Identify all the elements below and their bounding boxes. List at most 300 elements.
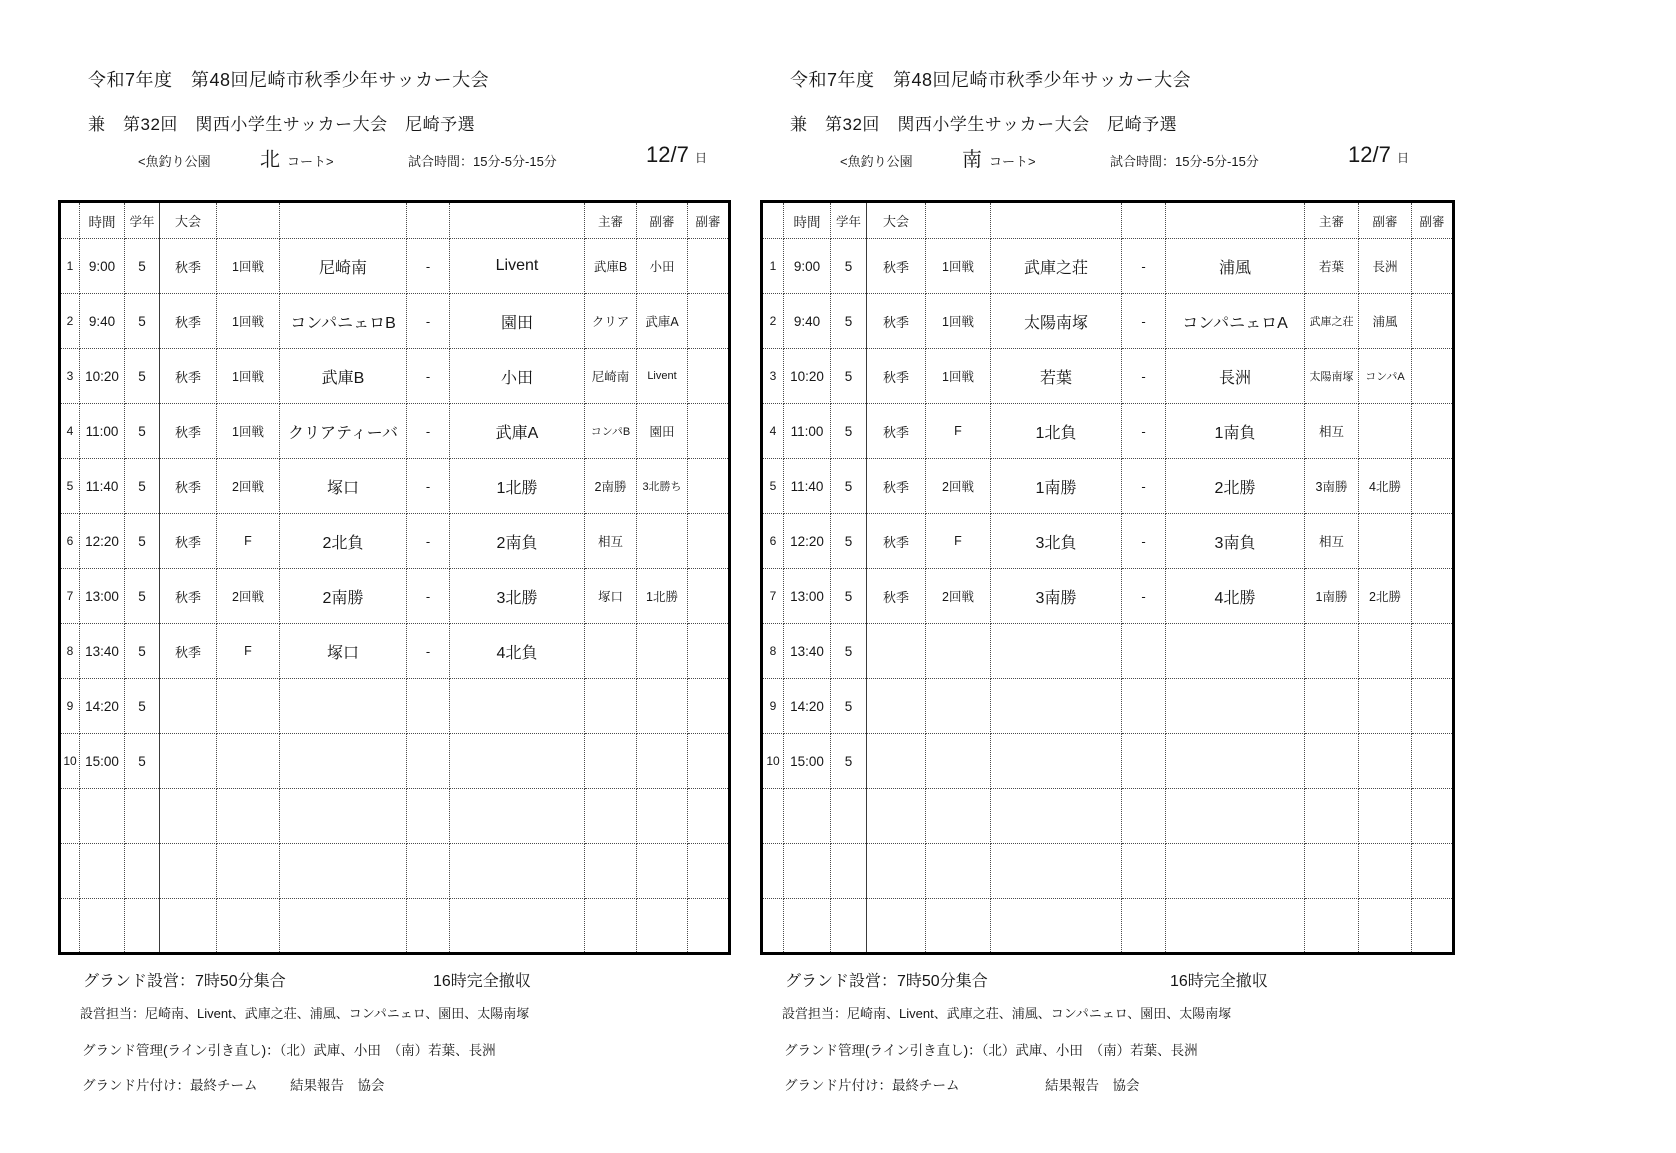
- match-row: [60, 514, 730, 569]
- setup-staff-note: 設営担当：尼崎南、Livent、武庫之荘、浦風、コンパニェロ、園田、太陽南塚: [80, 1006, 530, 1021]
- result-report-note: 結果報告 協会: [290, 1078, 385, 1093]
- main-referee-cell: 相互: [1305, 404, 1359, 459]
- away-team-cell: [1166, 789, 1305, 844]
- grade-cell: 5: [831, 624, 867, 679]
- home-team-cell: 1南勝: [991, 459, 1122, 514]
- home-team-cell: 尼崎南: [280, 239, 407, 294]
- main-referee-cell: 1南勝: [1305, 569, 1359, 624]
- court-label: コート>: [287, 154, 334, 169]
- competition-cell: [867, 679, 926, 734]
- kickoff-time-cell: 9:40: [784, 294, 831, 349]
- main-referee-cell: [1305, 734, 1359, 789]
- away-team-cell: 3北勝: [450, 569, 585, 624]
- versus-dash-cell: [407, 789, 450, 844]
- main-referee-cell: [1305, 844, 1359, 899]
- versus-dash-cell: -: [1122, 349, 1166, 404]
- away-team-cell: [450, 844, 585, 899]
- round-cell: [926, 844, 991, 899]
- away-team-header: [1166, 202, 1305, 239]
- match-schedule-table-north: [58, 200, 731, 955]
- assistant-referee-1-cell: [637, 679, 688, 734]
- grade-header: 学年: [125, 202, 160, 239]
- round-cell: [217, 789, 280, 844]
- away-team-cell: コンパニェロA: [1166, 294, 1305, 349]
- assistant-referee-1-cell: 長洲: [1359, 239, 1412, 294]
- row-number-cell: 4: [762, 404, 784, 459]
- grade-cell: [125, 899, 160, 954]
- cleanup-note: グランド片付け：最終チーム: [784, 1078, 960, 1093]
- round-cell: [217, 844, 280, 899]
- competition-cell: 秋季: [160, 569, 217, 624]
- assistant-referee-1-cell: [637, 734, 688, 789]
- tournament-subtitle: 兼 第32回 関西小学生サッカー大会 尼崎予選: [88, 115, 476, 134]
- main-referee-cell: 武庫之荘: [1305, 294, 1359, 349]
- home-team-cell: 塚口: [280, 624, 407, 679]
- versus-dash-cell: -: [407, 459, 450, 514]
- match-row: [762, 624, 1454, 679]
- kickoff-time-cell: 10:20: [80, 349, 125, 404]
- competition-cell: [867, 899, 926, 954]
- court-sheet-south: [760, 0, 1452, 1153]
- home-team-cell: 太陽南塚: [991, 294, 1122, 349]
- assistant-referee-1-cell: [1359, 404, 1412, 459]
- time-header: 時間: [784, 202, 831, 239]
- assistant-referee2-header: 副審: [688, 202, 730, 239]
- home-team-cell: 2北負: [280, 514, 407, 569]
- home-team-cell: 1北負: [991, 404, 1122, 459]
- kickoff-time-cell: 13:00: [80, 569, 125, 624]
- ground-management-note: グランド管理(ライン引き直し)：（北）武庫、小田 （南）若葉、長洲: [784, 1043, 1198, 1058]
- row-number-header: [762, 202, 784, 239]
- kickoff-time-cell: [784, 789, 831, 844]
- assistant-referee-2-cell: [1412, 789, 1454, 844]
- competition-cell: 秋季: [867, 514, 926, 569]
- venue-name: <魚釣り公園: [840, 154, 913, 169]
- assistant-referee-1-cell: [1359, 789, 1412, 844]
- match-row: [762, 404, 1454, 459]
- assistant-referee-1-cell: コンパA: [1359, 349, 1412, 404]
- assistant-referee-1-cell: 小田: [637, 239, 688, 294]
- versus-header: [407, 202, 450, 239]
- row-number-cell: [762, 844, 784, 899]
- kickoff-time-cell: 11:40: [80, 459, 125, 514]
- match-date: [1348, 142, 1409, 168]
- match-row: [60, 459, 730, 514]
- kickoff-time-cell: [784, 844, 831, 899]
- round-cell: 1回戦: [217, 239, 280, 294]
- assistant-referee-2-cell: [688, 899, 730, 954]
- versus-dash-cell: -: [407, 349, 450, 404]
- grade-cell: 5: [125, 404, 160, 459]
- row-number-cell: [60, 899, 80, 954]
- versus-dash-cell: -: [407, 404, 450, 459]
- match-row: [762, 569, 1454, 624]
- kickoff-time-cell: 14:20: [784, 679, 831, 734]
- round-cell: F: [926, 404, 991, 459]
- main-referee-cell: [585, 679, 637, 734]
- grade-cell: 5: [831, 349, 867, 404]
- row-number-cell: 2: [762, 294, 784, 349]
- match-row: [60, 569, 730, 624]
- home-team-cell: クリアティーバ: [280, 404, 407, 459]
- round-cell: 1回戦: [926, 349, 991, 404]
- home-team-cell: [991, 789, 1122, 844]
- assistant-referee-1-cell: [1359, 679, 1412, 734]
- assistant-referee-1-cell: 武庫A: [637, 294, 688, 349]
- assistant-referee-2-cell: [688, 679, 730, 734]
- match-row: [60, 679, 730, 734]
- round-cell: 1回戦: [926, 294, 991, 349]
- main-referee-cell: 2南勝: [585, 459, 637, 514]
- blank-row: [762, 789, 1454, 844]
- main-referee-cell: [585, 789, 637, 844]
- assistant-referee-1-cell: [637, 624, 688, 679]
- kickoff-time-cell: [80, 899, 125, 954]
- grade-cell: 5: [125, 734, 160, 789]
- match-row: [762, 679, 1454, 734]
- home-team-cell: [280, 679, 407, 734]
- away-team-cell: 4北負: [450, 624, 585, 679]
- round-cell: F: [217, 624, 280, 679]
- competition-cell: 秋季: [160, 624, 217, 679]
- round-cell: 2回戦: [217, 569, 280, 624]
- away-team-cell: [1166, 899, 1305, 954]
- competition-cell: 秋季: [160, 404, 217, 459]
- assistant-referee-1-cell: [1359, 899, 1412, 954]
- kickoff-time-cell: 15:00: [784, 734, 831, 789]
- court-name: 南: [962, 149, 982, 171]
- home-team-cell: [991, 734, 1122, 789]
- main-referee-header: 主審: [1305, 202, 1359, 239]
- kickoff-time-cell: [784, 899, 831, 954]
- date-value: 12/7: [646, 142, 689, 167]
- home-team-header: [991, 202, 1122, 239]
- main-referee-cell: 若葉: [1305, 239, 1359, 294]
- kickoff-time-cell: 9:00: [784, 239, 831, 294]
- versus-dash-cell: -: [1122, 404, 1166, 459]
- versus-header: [1122, 202, 1166, 239]
- assistant-referee-1-cell: [1359, 624, 1412, 679]
- row-number-cell: [60, 844, 80, 899]
- match-row: [60, 349, 730, 404]
- grade-cell: 5: [831, 294, 867, 349]
- home-team-cell: [280, 844, 407, 899]
- teardown-note: 16時完全撤収: [1170, 973, 1268, 990]
- match-row: [762, 734, 1454, 789]
- row-number-cell: 1: [762, 239, 784, 294]
- row-number-cell: 1: [60, 239, 80, 294]
- home-team-cell: [991, 844, 1122, 899]
- main-referee-header: 主審: [585, 202, 637, 239]
- cleanup-note: グランド片付け：最終チーム: [82, 1078, 258, 1093]
- assistant-referee-1-cell: [1359, 844, 1412, 899]
- assistant-referee-1-cell: [1359, 514, 1412, 569]
- date-weekday: 日: [1396, 151, 1409, 165]
- assistant-referee-2-cell: [1412, 899, 1454, 954]
- home-team-cell: 武庫之荘: [991, 239, 1122, 294]
- home-team-cell: [280, 899, 407, 954]
- home-team-cell: 2南勝: [280, 569, 407, 624]
- grade-cell: 5: [125, 679, 160, 734]
- away-team-header: [450, 202, 585, 239]
- round-cell: [926, 734, 991, 789]
- kickoff-time-cell: 13:40: [80, 624, 125, 679]
- row-number-cell: 10: [762, 734, 784, 789]
- assistant-referee1-header: 副審: [637, 202, 688, 239]
- assistant-referee-2-cell: [1412, 514, 1454, 569]
- grade-header: 学年: [831, 202, 867, 239]
- versus-dash-cell: [1122, 899, 1166, 954]
- away-team-cell: [1166, 624, 1305, 679]
- main-referee-cell: 相互: [585, 514, 637, 569]
- assistant-referee-1-cell: 浦風: [1359, 294, 1412, 349]
- assistant-referee-1-cell: [637, 789, 688, 844]
- competition-cell: 秋季: [160, 514, 217, 569]
- competition-cell: 秋季: [867, 404, 926, 459]
- main-referee-cell: 武庫B: [585, 239, 637, 294]
- home-team-cell: [991, 899, 1122, 954]
- main-referee-cell: [1305, 789, 1359, 844]
- versus-dash-cell: [1122, 734, 1166, 789]
- competition-cell: 秋季: [867, 294, 926, 349]
- assistant-referee-2-cell: [688, 624, 730, 679]
- match-row: [762, 239, 1454, 294]
- assistant-referee-2-cell: [688, 239, 730, 294]
- assistant-referee2-header: 副審: [1412, 202, 1454, 239]
- kickoff-time-cell: 11:00: [784, 404, 831, 459]
- grade-cell: 5: [125, 239, 160, 294]
- assistant-referee-2-cell: [688, 789, 730, 844]
- match-duration-label: 試合時間：15分-5分-15分: [408, 154, 557, 169]
- versus-dash-cell: [407, 844, 450, 899]
- main-referee-cell: 塚口: [585, 569, 637, 624]
- row-number-cell: [60, 789, 80, 844]
- match-row: [60, 624, 730, 679]
- setup-staff-note: 設営担当：尼崎南、Livent、武庫之荘、浦風、コンパニェロ、園田、太陽南塚: [782, 1006, 1232, 1021]
- round-cell: [926, 789, 991, 844]
- assistant-referee-2-cell: [1412, 404, 1454, 459]
- competition-cell: [160, 734, 217, 789]
- versus-dash-cell: -: [1122, 239, 1166, 294]
- away-team-cell: [450, 679, 585, 734]
- assistant-referee-2-cell: [688, 349, 730, 404]
- grade-cell: 5: [831, 734, 867, 789]
- home-team-cell: [280, 789, 407, 844]
- grade-cell: [831, 789, 867, 844]
- round-cell: 1回戦: [926, 239, 991, 294]
- round-cell: [217, 734, 280, 789]
- assistant-referee-1-cell: 園田: [637, 404, 688, 459]
- ground-setup-note: グランド設営：7時50分集合: [83, 973, 286, 990]
- kickoff-time-cell: 14:20: [80, 679, 125, 734]
- home-team-header: [280, 202, 407, 239]
- versus-dash-cell: -: [1122, 294, 1166, 349]
- grade-cell: 5: [125, 459, 160, 514]
- assistant-referee-2-cell: [688, 294, 730, 349]
- grade-cell: 5: [831, 569, 867, 624]
- versus-dash-cell: -: [1122, 459, 1166, 514]
- assistant-referee-1-cell: 2北勝: [1359, 569, 1412, 624]
- main-referee-cell: [1305, 679, 1359, 734]
- versus-dash-cell: -: [407, 294, 450, 349]
- grade-cell: 5: [125, 514, 160, 569]
- assistant-referee1-header: 副審: [1359, 202, 1412, 239]
- versus-dash-cell: [1122, 679, 1166, 734]
- main-referee-cell: 太陽南塚: [1305, 349, 1359, 404]
- court-label: コート>: [989, 154, 1036, 169]
- kickoff-time-cell: 12:20: [80, 514, 125, 569]
- grade-cell: 5: [125, 624, 160, 679]
- grade-cell: 5: [831, 514, 867, 569]
- grade-cell: 5: [831, 404, 867, 459]
- competition-cell: 秋季: [867, 349, 926, 404]
- round-cell: [217, 679, 280, 734]
- main-referee-cell: 尼崎南: [585, 349, 637, 404]
- ground-setup-note: グランド設営：7時50分集合: [785, 973, 988, 990]
- round-header: [926, 202, 991, 239]
- home-team-cell: コンパニェロB: [280, 294, 407, 349]
- away-team-cell: 園田: [450, 294, 585, 349]
- away-team-cell: [1166, 844, 1305, 899]
- versus-dash-cell: -: [407, 239, 450, 294]
- row-number-cell: 10: [60, 734, 80, 789]
- assistant-referee-1-cell: 1北勝: [637, 569, 688, 624]
- round-cell: 1回戦: [217, 294, 280, 349]
- blank-row: [60, 844, 730, 899]
- kickoff-time-cell: 13:00: [784, 569, 831, 624]
- competition-header: 大会: [867, 202, 926, 239]
- venue-info-line: [760, 142, 1452, 174]
- grade-cell: 5: [125, 294, 160, 349]
- away-team-cell: 小田: [450, 349, 585, 404]
- kickoff-time-cell: 12:20: [784, 514, 831, 569]
- versus-dash-cell: [1122, 844, 1166, 899]
- grade-cell: 5: [125, 569, 160, 624]
- main-referee-cell: [585, 734, 637, 789]
- venue-name: <魚釣り公園: [138, 154, 211, 169]
- grade-cell: 5: [831, 679, 867, 734]
- kickoff-time-cell: 10:20: [784, 349, 831, 404]
- assistant-referee-2-cell: [1412, 349, 1454, 404]
- main-referee-cell: [1305, 899, 1359, 954]
- row-number-cell: 5: [762, 459, 784, 514]
- assistant-referee-1-cell: 3北勝ち: [637, 459, 688, 514]
- competition-cell: 秋季: [867, 569, 926, 624]
- row-number-cell: [762, 899, 784, 954]
- grade-cell: 5: [831, 459, 867, 514]
- competition-header: 大会: [160, 202, 217, 239]
- assistant-referee-2-cell: [1412, 679, 1454, 734]
- assistant-referee-2-cell: [688, 569, 730, 624]
- competition-cell: 秋季: [160, 294, 217, 349]
- row-number-header: [60, 202, 80, 239]
- assistant-referee-2-cell: [688, 514, 730, 569]
- main-referee-cell: [1305, 624, 1359, 679]
- away-team-cell: 2北勝: [1166, 459, 1305, 514]
- match-row: [762, 459, 1454, 514]
- table-header-row: [60, 202, 730, 239]
- away-team-cell: 2南負: [450, 514, 585, 569]
- round-cell: 1回戦: [217, 404, 280, 459]
- tournament-subtitle: 兼 第32回 関西小学生サッカー大会 尼崎予選: [790, 115, 1178, 134]
- round-cell: [926, 899, 991, 954]
- blank-row: [60, 789, 730, 844]
- main-referee-cell: [585, 844, 637, 899]
- assistant-referee-2-cell: [1412, 734, 1454, 789]
- competition-cell: 秋季: [867, 459, 926, 514]
- home-team-cell: 3南勝: [991, 569, 1122, 624]
- assistant-referee-2-cell: [1412, 294, 1454, 349]
- grade-cell: [831, 844, 867, 899]
- versus-dash-cell: -: [407, 514, 450, 569]
- assistant-referee-1-cell: 4北勝: [1359, 459, 1412, 514]
- competition-cell: 秋季: [160, 239, 217, 294]
- away-team-cell: 1南負: [1166, 404, 1305, 459]
- result-report-note: 結果報告 協会: [1045, 1078, 1140, 1093]
- versus-dash-cell: [1122, 624, 1166, 679]
- match-row: [762, 349, 1454, 404]
- competition-cell: 秋季: [867, 239, 926, 294]
- kickoff-time-cell: [80, 844, 125, 899]
- away-team-cell: 長洲: [1166, 349, 1305, 404]
- competition-cell: [867, 734, 926, 789]
- assistant-referee-2-cell: [688, 844, 730, 899]
- assistant-referee-1-cell: [637, 899, 688, 954]
- blank-row: [60, 899, 730, 954]
- row-number-cell: 3: [762, 349, 784, 404]
- kickoff-time-cell: 11:40: [784, 459, 831, 514]
- home-team-cell: [280, 734, 407, 789]
- competition-cell: [160, 844, 217, 899]
- assistant-referee-2-cell: [1412, 844, 1454, 899]
- competition-cell: 秋季: [160, 459, 217, 514]
- round-cell: 2回戦: [926, 569, 991, 624]
- versus-dash-cell: -: [407, 624, 450, 679]
- main-referee-cell: [585, 624, 637, 679]
- match-row: [60, 239, 730, 294]
- assistant-referee-1-cell: [637, 844, 688, 899]
- tournament-title: 令和7年度 第48回尼崎市秋季少年サッカー大会: [790, 70, 1192, 90]
- court-name: 北: [260, 149, 280, 171]
- competition-cell: [160, 679, 217, 734]
- kickoff-time-cell: 9:40: [80, 294, 125, 349]
- ground-management-note: グランド管理(ライン引き直し)：（北）武庫、小田 （南）若葉、長洲: [82, 1043, 496, 1058]
- round-cell: F: [217, 514, 280, 569]
- grade-cell: [125, 789, 160, 844]
- round-cell: 2回戦: [217, 459, 280, 514]
- away-team-cell: 武庫A: [450, 404, 585, 459]
- versus-dash-cell: [407, 734, 450, 789]
- main-referee-cell: 相互: [1305, 514, 1359, 569]
- venue-info-line: [58, 142, 728, 174]
- away-team-cell: [450, 899, 585, 954]
- row-number-cell: 2: [60, 294, 80, 349]
- match-row: [762, 294, 1454, 349]
- away-team-cell: [1166, 679, 1305, 734]
- blank-row: [762, 899, 1454, 954]
- competition-cell: 秋季: [160, 349, 217, 404]
- competition-cell: [867, 789, 926, 844]
- teardown-note: 16時完全撤収: [433, 973, 531, 990]
- row-number-cell: 9: [762, 679, 784, 734]
- round-cell: F: [926, 514, 991, 569]
- grade-cell: 5: [125, 349, 160, 404]
- assistant-referee-2-cell: [1412, 239, 1454, 294]
- kickoff-time-cell: 13:40: [784, 624, 831, 679]
- home-team-cell: 3北負: [991, 514, 1122, 569]
- versus-dash-cell: -: [1122, 514, 1166, 569]
- away-team-cell: 1北勝: [450, 459, 585, 514]
